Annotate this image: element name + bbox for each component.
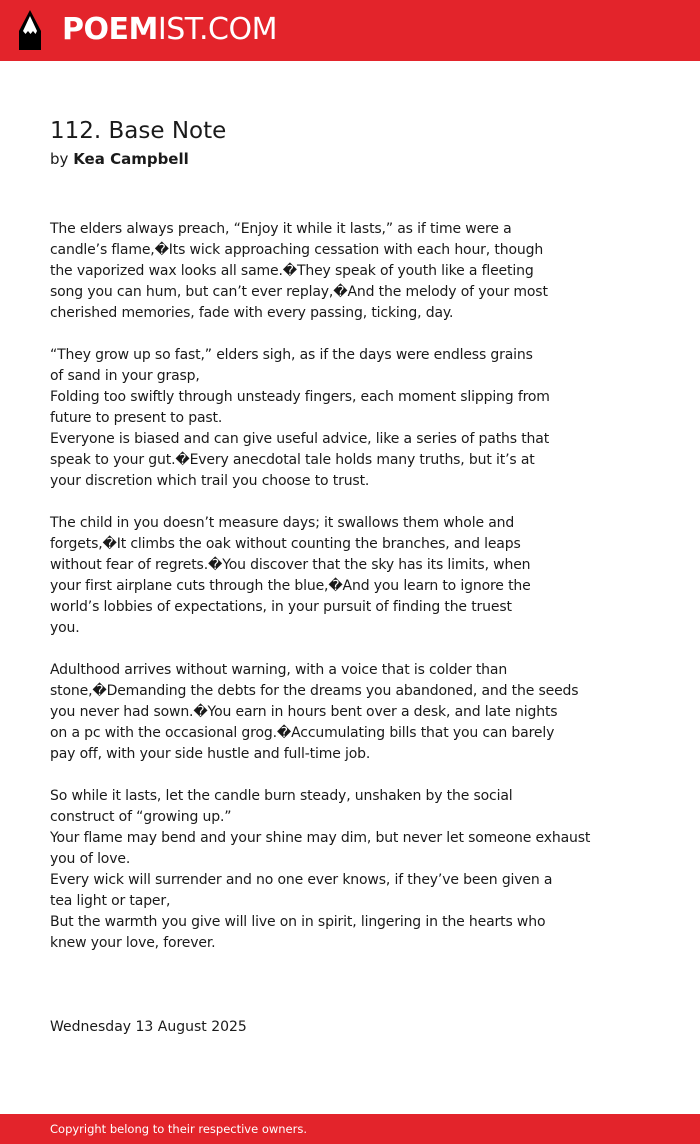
stanza: [50, 219, 650, 324]
copyright-text: Copyright belong to their respective owners.: [50, 1122, 308, 1136]
stanza: [50, 513, 650, 639]
site-footer: [0, 1114, 700, 1144]
author-name: Kea Campbell: [73, 150, 189, 168]
poem-line: Everyone is biased and can give useful advice, like a series of paths that: [50, 431, 550, 447]
poem-line: But the warmth you give will live on in spirit, lingering in the hearts who: [50, 914, 546, 930]
poem-line: cherished memories, fade with every passing, ticking, day.: [50, 305, 454, 321]
poem-line: of sand in your grasp,: [50, 368, 200, 384]
poem-line: the vaporized wax looks all same.�They speak of youth like a fleeting: [50, 263, 534, 279]
poem-line: you never had sown.�You earn in hours bent over a desk, and late nights: [50, 704, 558, 720]
stanza: [50, 345, 650, 492]
poem-line: future to present to past.: [50, 410, 223, 426]
brand-light: IST.COM: [157, 12, 277, 47]
poem-line: Every wick will surrender and no one ever knows, if they’ve been given a: [50, 872, 553, 888]
byline: [50, 149, 189, 169]
poem-line: So while it lasts, let the candle burn steady, unshaken by the social: [50, 788, 513, 804]
poem-line: “They grow up so fast,” elders sigh, as if the days were endless grains: [50, 347, 533, 363]
stanza: [50, 660, 650, 765]
stanza: [50, 786, 650, 954]
pencil-tip-icon[interactable]: [17, 9, 43, 51]
poem-line: you.: [50, 620, 80, 636]
poem-line: The elders always preach, “Enjoy it while it lasts,” as if time were a: [50, 221, 512, 237]
poem-line: song you can hum, but can’t ever replay,�And the melody of your most: [50, 284, 548, 300]
poem-title: 112. Base Note: [50, 118, 227, 144]
poem-line: stone,�Demanding the debts for the dreams you abandoned, and the seeds: [50, 683, 579, 699]
poem-line: your discretion which trail you choose to trust.: [50, 473, 370, 489]
site-header: [0, 0, 700, 61]
poem-body: [50, 219, 650, 975]
brand-strong: POEM: [62, 12, 158, 47]
poem-line: world’s lobbies of expectations, in your pursuit of finding the truest: [50, 599, 512, 615]
poem-line: on a pc with the occasional grog.�Accumulating bills that you can barely: [50, 725, 555, 741]
poem-line: knew your love, forever.: [50, 935, 216, 951]
publish-date: Wednesday 13 August 2025: [50, 1019, 247, 1035]
poem-line: construct of “growing up.”: [50, 809, 232, 825]
by-prefix: by: [50, 150, 69, 168]
poem-line: tea light or taper,: [50, 893, 171, 909]
poem-line: The child in you doesn’t measure days; it swallows them whole and: [50, 515, 515, 531]
poem-line: forgets,�It climbs the oak without counting the branches, and leaps: [50, 536, 521, 552]
poem-line: you of love.: [50, 851, 131, 867]
brand-logo-text[interactable]: [62, 13, 277, 47]
poem-line: your first airplane cuts through the blue,�And you learn to ignore the: [50, 578, 531, 594]
poem-line: candle’s flame,�Its wick approaching cessation with each hour, though: [50, 242, 544, 258]
poem-line: Adulthood arrives without warning, with a voice that is colder than: [50, 662, 508, 678]
poem-line: pay off, with your side hustle and full-time job.: [50, 746, 371, 762]
poem-line: speak to your gut.�Every anecdotal tale holds many truths, but it’s at: [50, 452, 535, 468]
poem-line: Folding too swiftly through unsteady fingers, each moment slipping from: [50, 389, 550, 405]
poem-line: without fear of regrets.�You discover that the sky has its limits, when: [50, 557, 531, 573]
poem-line: Your flame may bend and your shine may dim, but never let someone exhaust: [50, 830, 591, 846]
